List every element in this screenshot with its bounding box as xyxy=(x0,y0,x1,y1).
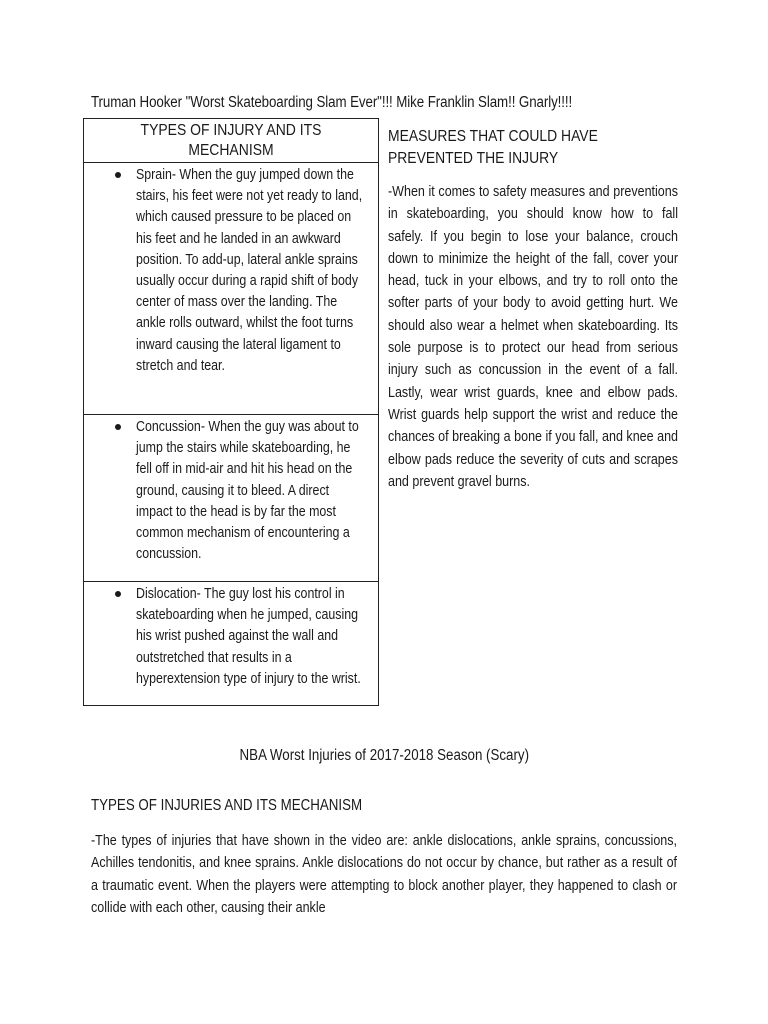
bullet-icon xyxy=(115,591,121,597)
table-row xyxy=(84,415,379,582)
table-row xyxy=(84,582,379,706)
table-row xyxy=(84,163,379,415)
measures-heading: MEASURES THAT COULD HAVE PREVENTED THE INJURY xyxy=(388,128,598,167)
document-title: Truman Hooker "Worst Skateboarding Slam Ever"!!! Mike Franklin Slam!! Gnarly!!!! xyxy=(91,94,573,111)
bullet-icon xyxy=(115,172,121,178)
dislocation-text: Dislocation- The guy lost his control in skateboarding when he jumped, causing his wrist pushed against the wall and outstretched that results in a hyperextension type of injury to the wrist. xyxy=(136,586,361,687)
types-paragraph: -The types of injuries that have shown in the video are: ankle dislocations, ankle sprains, concussions, Achilles tendonitis, and knee sprains. Ankle dislocations do not occur by chance, but rather as a result of a traumatic event. When the players were attempting to block another player, they happened to clash or collide with each other, causing their ankle xyxy=(91,833,677,916)
table-header: TYPES OF INJURY AND ITS MECHANISM xyxy=(84,119,379,163)
concussion-text: Concussion- When the guy was about to jump the stairs while skateboarding, he fell off in mid-air and hit his head on the ground, causing it to bleed. A direct impact to the head is by far the most common mechanism of encountering a concussion. xyxy=(136,419,359,563)
measures-paragraph: -When it comes to safety measures and preventions in skateboarding, you should know how to fall safely. If you begin to lose your balance, crouch down to minimize the height of the fall, cover your head, tuck in your elbows, and try to roll onto the softer parts of your body to avoid getting hurt. We should also wear a helmet when skateboarding. Its sole purpose is to protect our head from serious injury such as concussion in the event of a fall. Lastly, wear wrist guards, knee and elbow pads. Wrist guards help support the wrist and reduce the chances of breaking a bone if you fall, and knee and elbow pads reduce the severity of cuts and scrapes and prevent gravel burns. xyxy=(388,184,679,490)
types-heading: TYPES OF INJURIES AND ITS MECHANISM xyxy=(91,797,363,814)
bullet-icon xyxy=(115,424,121,430)
sprain-text: Sprain- When the guy jumped down the stairs, his feet were not yet ready to land, which caused pressure to be placed on his feet and he landed in an awkward position. To add-up, lateral ankle sprains usually occur during a rapid shift of body center of mass over the landing. The ankle rolls outward, whilst the foot turns inward causing the lateral ligament to stretch and tear. xyxy=(136,167,363,374)
nba-section-title: NBA Worst Injuries of 2017-2018 Season (Scary) xyxy=(239,747,529,764)
injury-mechanism-table xyxy=(83,118,379,706)
